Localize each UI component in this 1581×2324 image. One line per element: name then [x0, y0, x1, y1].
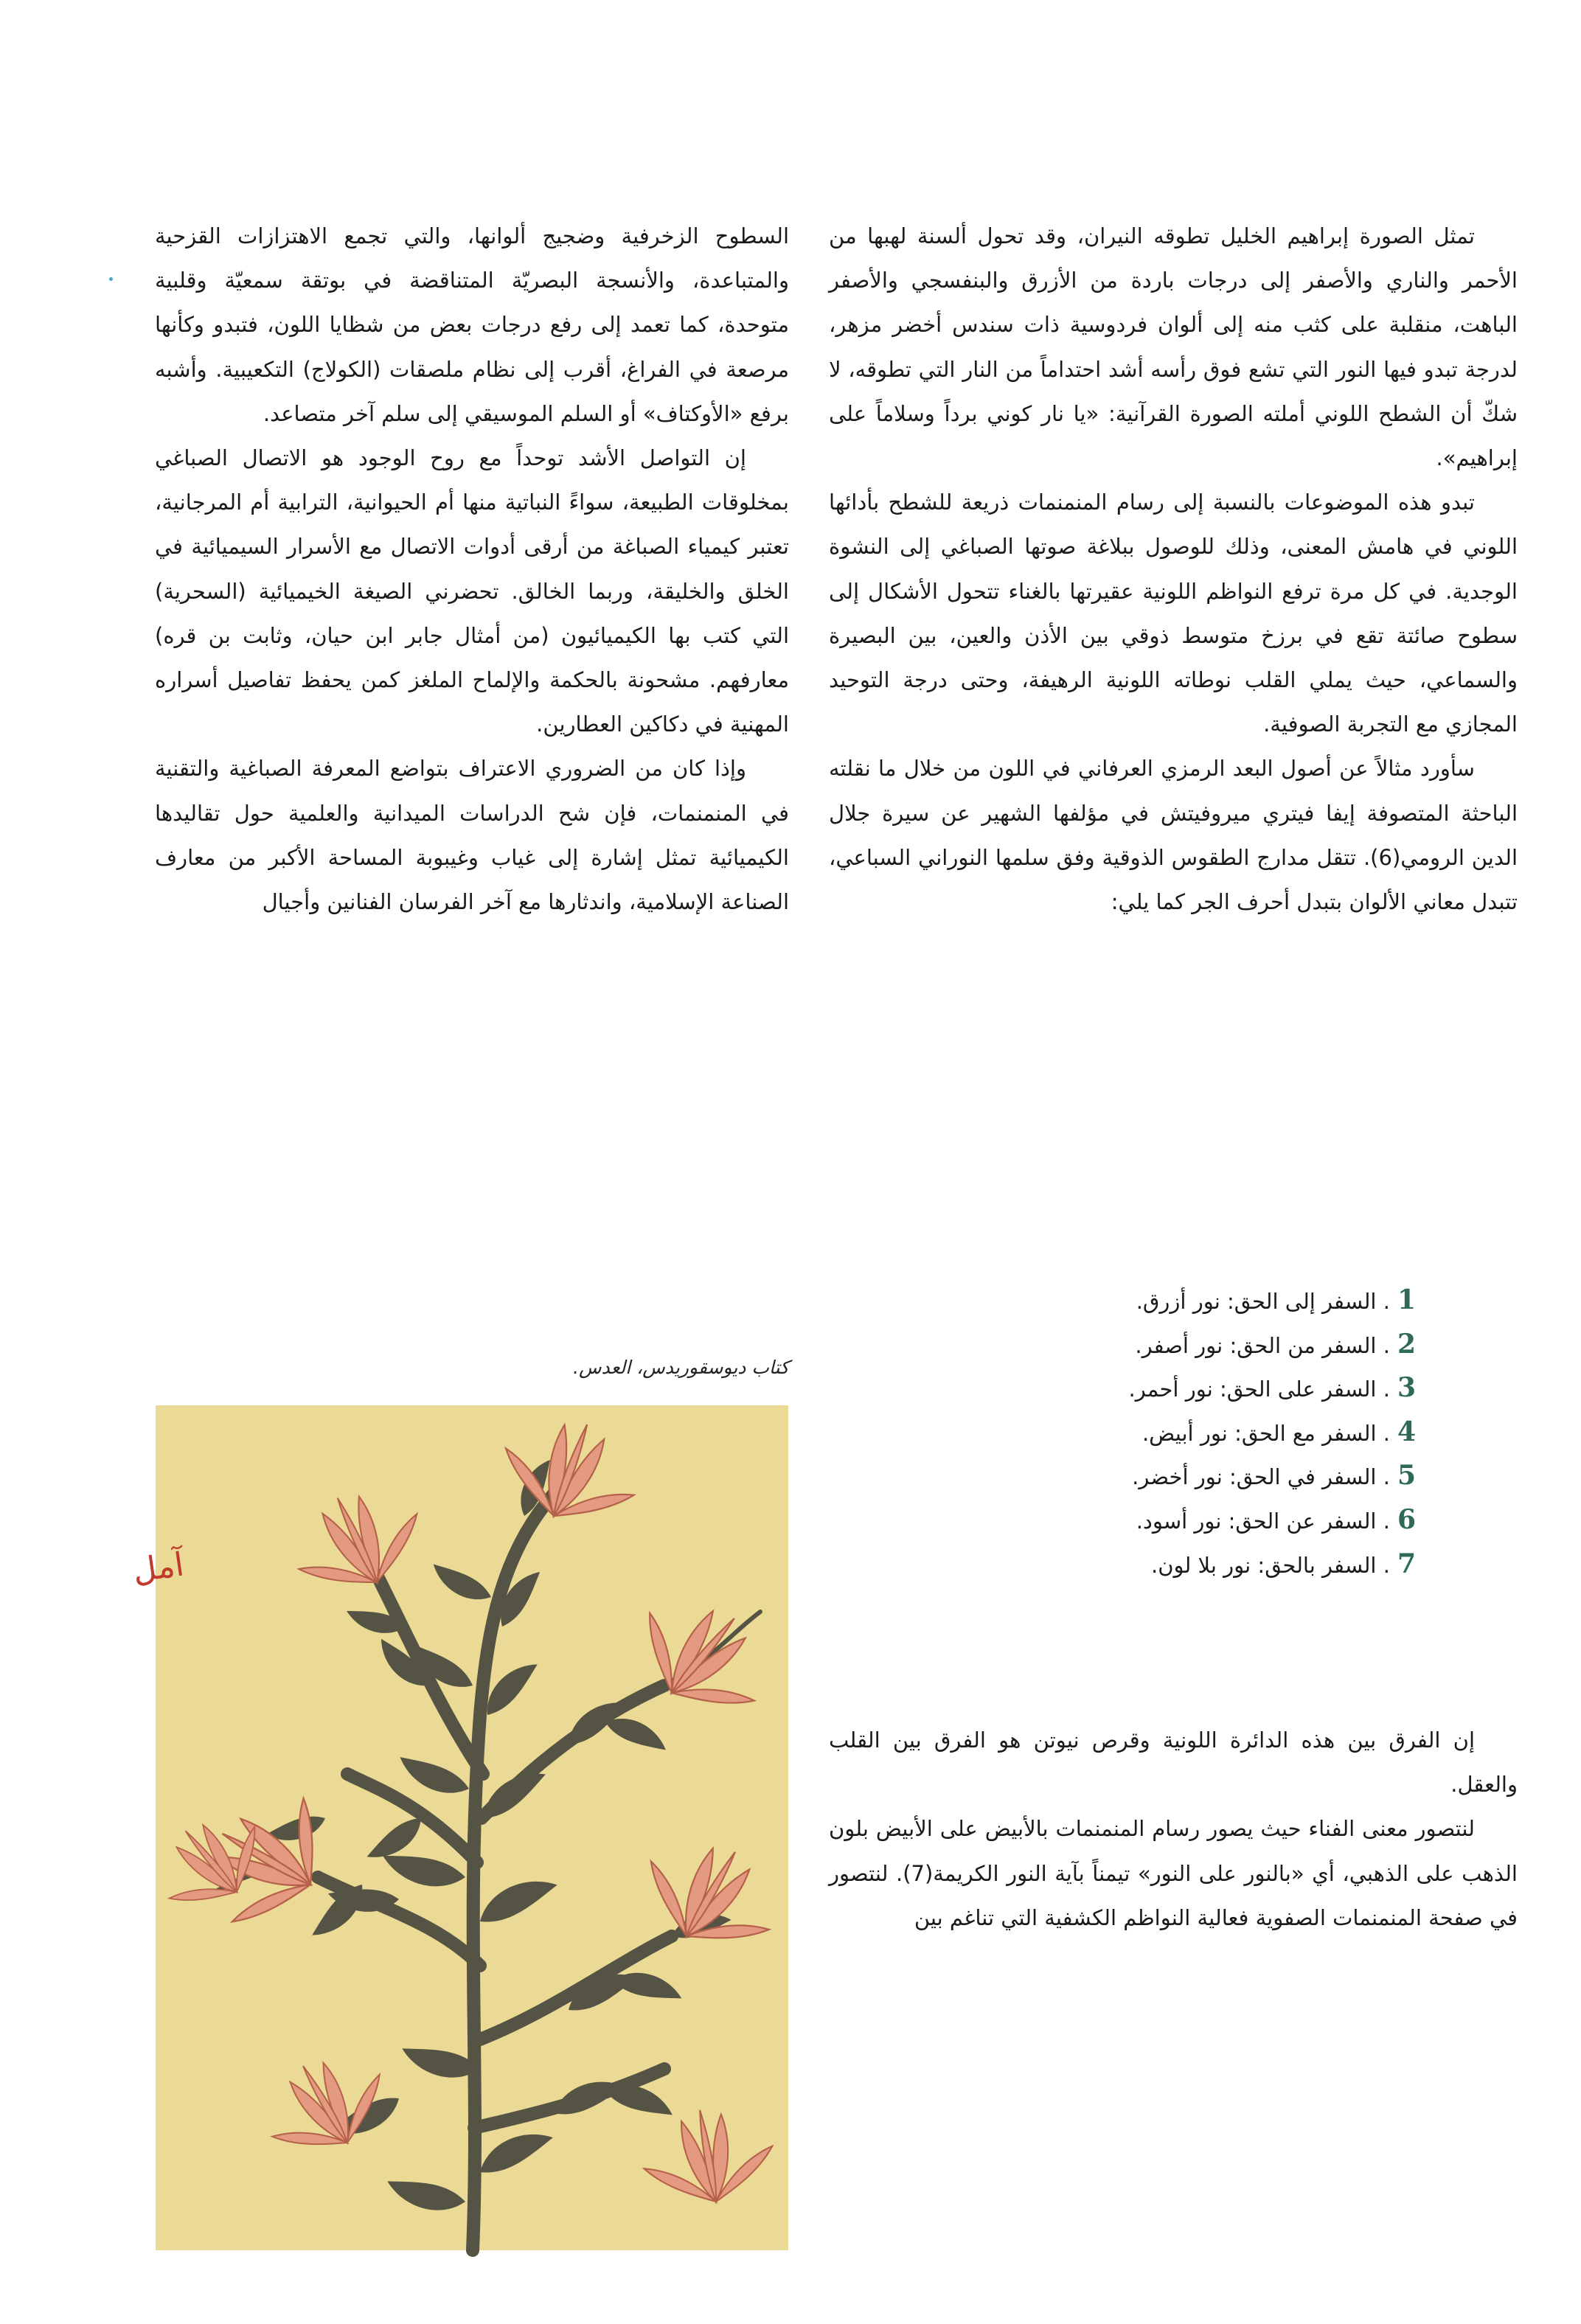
- list-item: [1136, 1499, 1416, 1543]
- list-item: [1136, 1279, 1416, 1323]
- paragraph-ibrahim: تمثل الصورة إبراهيم الخليل تطوقه النيران، وقد تحول ألسنة لهبها من الأحمر والناري والأصفر إلى درجات باردة من الأزرق والبنفسجي والأصفر الباهت، منقلبة على كثب منه إلى ألوان فردوسية ذات سندس أخضر مزهر، لدرجة تبدو فيها النور التي تشع فوق رأسه أشد احتداماً من النار التي تطوقه، لا شكّ أن الشطح اللوني أملته الصورة القرآنية: «يا نار كوني برداً وسلاماً على إبراهيم».: [829, 223, 1518, 471]
- margin-inscription: آمل: [130, 1545, 187, 1590]
- list-number: 4: [1397, 1416, 1416, 1447]
- list-text: . السفر مع الحق: نور أبيض.: [1142, 1420, 1390, 1446]
- list-number: 6: [1397, 1503, 1416, 1535]
- manuscript-illustration: [130, 1405, 788, 2250]
- list-text: . السفر إلى الحق: نور أزرق.: [1136, 1289, 1390, 1314]
- paragraph-knowledge: وإذا كان من الضروري الاعتراف بتواضع المعرفة الصباغية والتقنية في المنمنمات، فإن شح الدراسات الميدانية والعلمية حول تقاليدها الكيميائية تمثل إشارة إلى غياب وغيبوبة المساحة الأكبر من معارف الصناعة الإسلامية، واندثارها مع آخر الفرسان الفنانين وأجيال: [155, 756, 789, 915]
- list-number: 3: [1397, 1372, 1416, 1404]
- list-text: . السفر من الحق: نور أصفر.: [1135, 1332, 1390, 1358]
- figure-caption: كتاب ديوسقوريدس، العدس.: [573, 1357, 789, 1378]
- list-text: . السفر بالحق: نور بلا لون.: [1151, 1552, 1390, 1578]
- paragraph-alchemy: إن التواصل الأشد توحداً مع روح الوجود هو الاتصال الصباغي بمخلوقات الطبيعة، سواءً النباتية منها أم الحيوانية، الترابية أم المرجانية، تعتبر كيمياء الصباغة من أرقى أدوات الاتصال مع الأسرار السيميائية في الخلق والخليقة، وربما الخالق. تحضرني الصيغة الخيميائية (السحرية) التي كتب بها الكيميائيون (من أمثال جابر ابن حيان، وثابت بن قره) معارفهم. مشحونة بالحكمة والإلماح الملغز كمن يحفظ تفاصيل أسراره المهنية في دكاكين العطارين.: [155, 445, 789, 737]
- list-number: 2: [1397, 1328, 1416, 1360]
- paragraph-surfaces: السطوح الزخرفية وضجيج ألوانها، والتي تجمع الاهتزازات القزحية والمتباعدة، والأنسجة البصريّة المتناقضة في بوتقة سمعيّة وقلبية متوحدة، كما تعمد إلى رفع درجات بعض من شظايا اللون، فتبدو وكأنها مرصعة في الفراغ، أقرب إلى نظام ملصقات (الكولاج) التكعيبية. وأشبه برفع «الأوكتاف» أو السلم الموسيقي إلى سلم آخر متصاعد.: [155, 223, 789, 426]
- list-text: . السفر على الحق: نور أحمر.: [1128, 1377, 1390, 1402]
- left-column: [155, 214, 789, 924]
- list-item: [1128, 1367, 1416, 1411]
- paragraph-fana: لنتصور معنى الفناء حيث يصور رسام المنمنمات بالأبيض على الأبيض بلون الذهب على الذهبي، أي «بالنور على النور» تيمناً بآية النور الكريمة(7). لنتصور في صفحة المنمنمات الصفوية فعالية النواظم الكشفية التي تناغم بين: [829, 1816, 1518, 1930]
- paragraph-topics: تبدو هذه الموضوعات بالنسبة إلى رسام المنمنمات ذريعة للشطح بأدائها اللوني في هامش المعنى، وذلك للوصول ببلاغة صوتها الصباغي إلى النشوة الوجدية. في كل مرة ترفع النواظم اللونية عقيرتها بالغناء تتحول الأشكال إلى سطوح صائتة تقع في برزخ متوسط ذوقي بين الأذن والعين، بين البصيرة والسماعي، حيث يملي القلب نوطاته اللونية الرهيفة، وحتى درجة التوحيد المجازي مع التجربة الصوفية.: [829, 490, 1518, 737]
- list-number: 5: [1397, 1460, 1416, 1492]
- list-text: . السفر في الحق: نور أخضر.: [1132, 1464, 1390, 1490]
- list-item: [1136, 1543, 1416, 1587]
- list-item: [1136, 1411, 1416, 1455]
- list-number: 1: [1397, 1284, 1416, 1315]
- stray-dot: [109, 277, 113, 281]
- list-item: [1136, 1323, 1416, 1368]
- right-column: [829, 214, 1518, 924]
- color-journey-list: [1128, 1279, 1416, 1587]
- list-text: . السفر عن الحق: نور أسود.: [1136, 1508, 1390, 1534]
- list-number: 7: [1397, 1548, 1416, 1579]
- paragraph-rumi: سأورد مثالاً عن أصول البعد الرمزي العرفاني في اللون من خلال ما نقلته الباحثة المتصوفة إيفا فيتري ميروفيتش في مؤلفها الشهير عن سيرة جلال الدين الرومي(6). تتقل مدارج الطقوس الذوقية وفق سلمها النوراني السباعي، تتبدل معاني الألوان بتبدل أحرف الجر كما يلي:: [829, 756, 1518, 915]
- list-item: [1132, 1455, 1416, 1499]
- lentil-plant-image: [130, 1405, 788, 2250]
- paragraph-newton: إن الفرق بين هذه الدائرة اللونية وقرص نيوتن هو الفرق بين القلب والعقل.: [829, 1728, 1518, 1798]
- right-column-tail: [829, 1718, 1518, 1940]
